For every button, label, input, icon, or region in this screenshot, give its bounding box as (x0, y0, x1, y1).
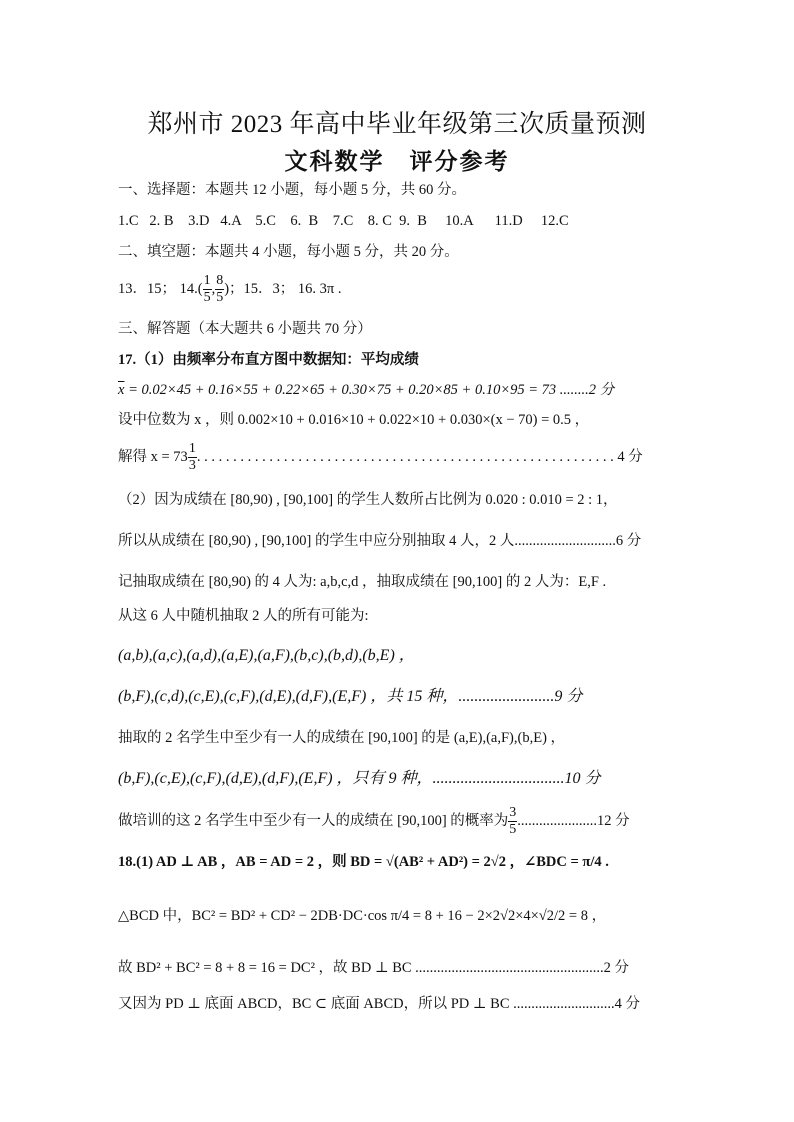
fraction-8-5: $\frac{8}{5}$ (216, 273, 224, 306)
q18-perpendicular: 故 BD² + BC² = 8 + 8 = 16 = DC² ，故 BD ⊥ BC ....................................................2 分 (118, 960, 630, 976)
q18-part1-start: 18.(1) AD ⊥ AB ，AB = AD = 2 ，则 BD = √(AB² + AD²) = 2√2 ，∠BDC = π/4 . (118, 854, 609, 870)
choice-answers: 1.C 2. B 3.D 4.A 5.C 6. B 7.C 8. C 9. B 10.A 11.D 12.C (118, 213, 569, 229)
q17-favorable-1: 抽取的 2 名学生中至少有一人的成绩在 [90,100] 的是 (a,E),(a,F),(b,E) ， (118, 730, 566, 746)
fill-answers-start: 13．15； 14.( (118, 281, 203, 297)
q17-outcomes-2: (b,F),(c,d),(c,E),(c,F),(d,E),(d,F),(E,F) ，共 15 种，........................9 分 (118, 688, 583, 705)
q18-law-of-cosines: △BCD 中，BC² = BD² + CD² − 2DB·DC·cos π/4 = 8 + 16 − 2×2√2×4×√2/2 = 8 ， (118, 908, 607, 924)
fill-answers-rest: )；15．3； 16. 3π . (224, 281, 342, 297)
document-title: 郑州市 2023 年高中毕业年级第三次质量预测 (147, 111, 647, 138)
fraction-3-5: $\frac{3}{5}$ (509, 805, 517, 838)
q17-probability: 做培训的这 2 名学生中至少有一人的成绩在 [90,100] 的概率为 $\frac{3}{5}$ ......................12 分 (118, 805, 630, 838)
q17-median-result: 解得 x = 73 $\frac{1}{3}$ . . . . . . . . . . . . . . . . . . . . . . . . . . . . . . . . . . . . . . . . . . . . . . . . . . . . . . . . . . 4 分 (118, 441, 643, 474)
q17-enumerate-intro: 从这 6 人中随机抽取 2 人的所有可能为: (118, 608, 369, 624)
q17-mean-formula: $\overline{x} = 0.02\times 45 + 0.16\times 55 + 0.22\times 65 + 0.30\times 75 + 0.20\times 85 + 0.10\times 95 = 73$ ........2 分 (118, 382, 615, 398)
section2-heading: 二、填空题：本题共 4 小题，每小题 5 分，共 20 分。 (118, 244, 459, 260)
q17-favorable-2: (b,F),(c,E),(c,F),(d,E),(d,F),(E,F) ，只有 9 种，.................................10 分 (118, 770, 601, 787)
q17-part2-ratio: （2）因为成绩在 [80,90) , [90,100] 的学生人数所占比例为 0.020 : 0.010 = 2 : 1， (118, 492, 618, 508)
fraction-1-5: $\frac{1}{5}$ (203, 273, 211, 306)
fill-answers: 13．15； 14.( $\frac{1}{5}$ , $\frac{8}{5}$ )；15．3； 16. 3π . (118, 273, 342, 306)
q17-labels: 记抽取成绩在 [80,90) 的 4 人为: a,b,c,d ，抽取成绩在 [90,100] 的 2 人为：E,F . (118, 574, 607, 590)
q18-pd-perpendicular: 又因为 PD ⊥ 底面 ABCD，BC ⊂ 底面 ABCD，所以 PD ⊥ BC ............................4 分 (118, 996, 640, 1012)
section3-heading: 三、解答题（本大题共 6 小题共 70 分） (118, 321, 372, 337)
q17-outcomes-1: (a,b),(a,c),(a,d),(a,E),(a,F),(b,c),(b,d),(b,E) ， (118, 647, 415, 664)
q17-median-setup: 设中位数为 x ，则 0.002×10 + 0.016×10 + 0.022×10 + 0.030×(x − 70) = 0.5 ， (118, 412, 590, 428)
q17-intro: 17.（1）由频率分布直方图中数据知：平均成绩 (118, 352, 419, 368)
section1-heading: 一、选择题：本题共 12 小题，每小题 5 分，共 60 分。 (118, 182, 466, 198)
q17-sampling: 所以从成绩在 [80,90) , [90,100] 的学生中应分别抽取 4 人，2 人............................6 分 (118, 533, 642, 549)
document-subtitle: 文科数学 评分参考 (284, 149, 510, 175)
fraction-1-3: $\frac{1}{3}$ (188, 441, 196, 474)
